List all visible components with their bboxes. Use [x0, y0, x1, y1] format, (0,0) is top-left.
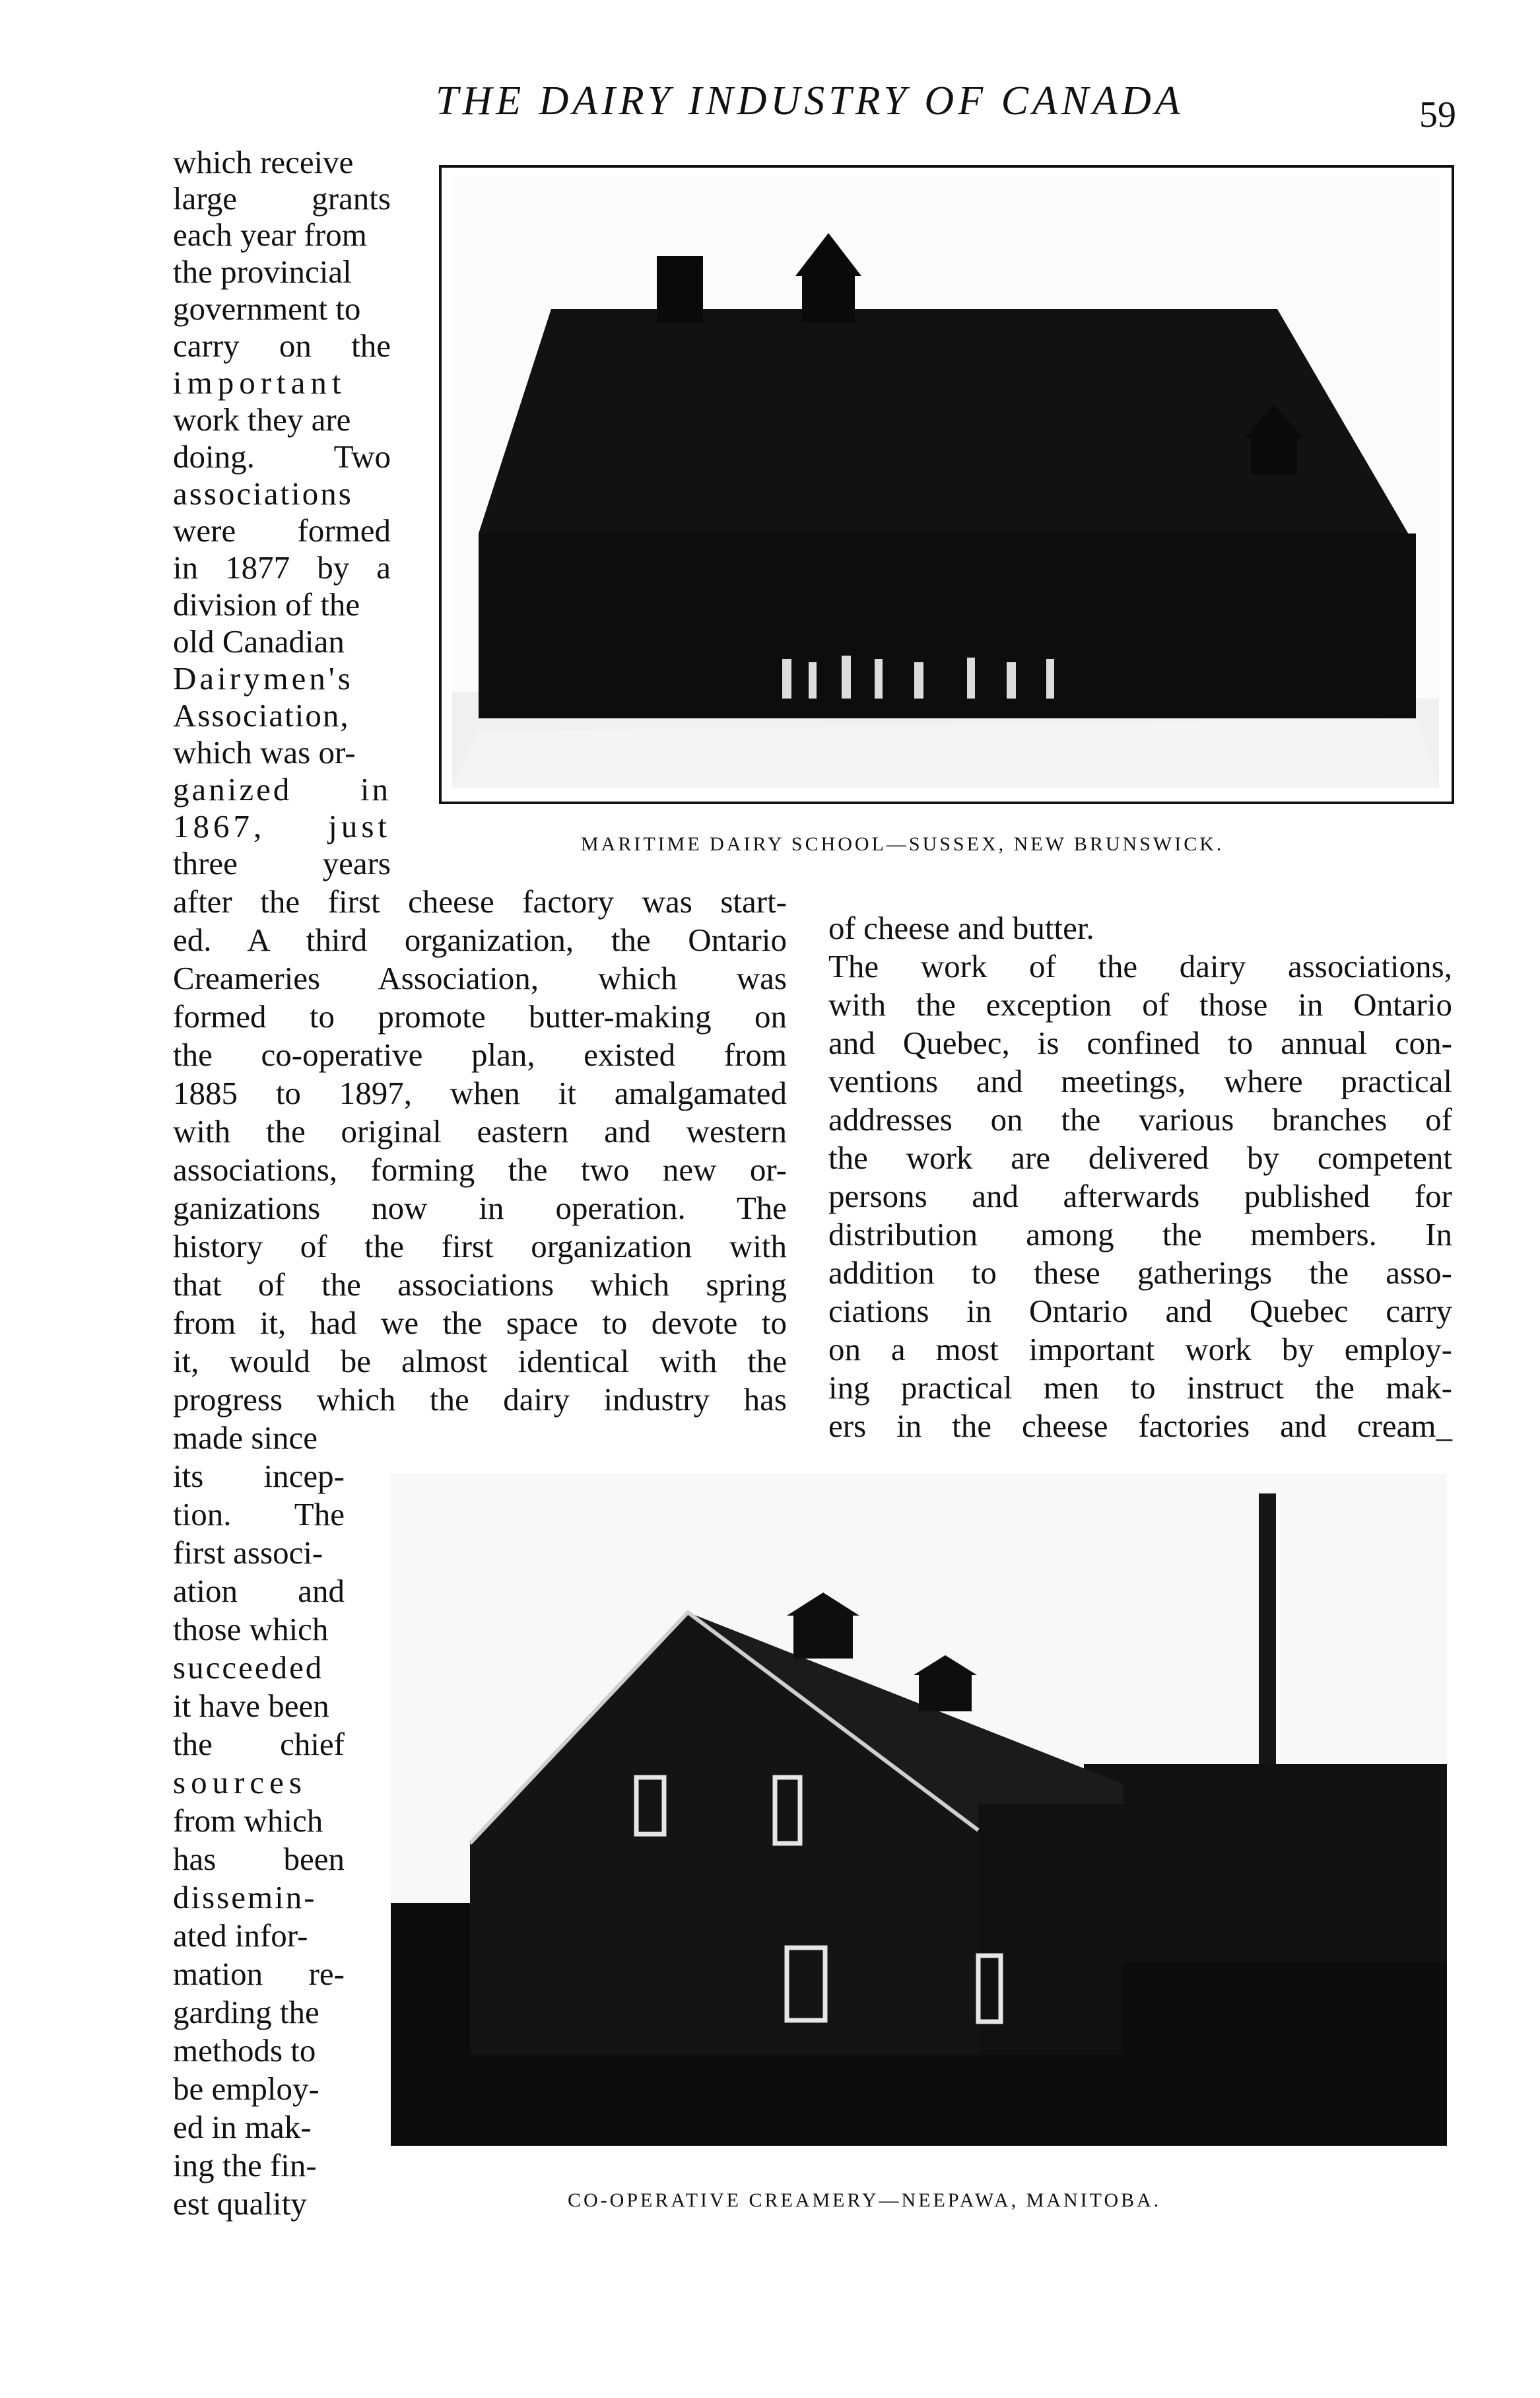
maritime-dairy-school-photo — [452, 177, 1439, 788]
text-line: garding the — [173, 1994, 319, 2030]
text-line: history of the first organization with — [173, 1228, 787, 1264]
text-line: associations — [173, 475, 353, 512]
top-photo-caption: MARITIME DAIRY SCHOOL—SUSSEX, NEW BRUNSWICK. — [581, 833, 1224, 855]
text-line: it, would be almost identical with the — [173, 1343, 787, 1379]
page-number: 59 — [1419, 94, 1456, 135]
text-line: work they are — [173, 401, 351, 438]
text-line: with the exception of those in Ontario — [828, 986, 1452, 1023]
text-line: ganized in — [173, 771, 391, 807]
text-line: dissemin- — [173, 1879, 317, 1915]
text-line: ventions and meetings, where practical — [828, 1063, 1452, 1099]
text-line: the work are delivered by competent — [828, 1140, 1452, 1176]
text-line: mation re- — [173, 1956, 345, 1992]
text-line: and Quebec, is confined to annual con- — [828, 1025, 1452, 1061]
bottom-photo-caption: CO-OPERATIVE CREAMERY—NEEPAWA, MANITOBA. — [568, 2189, 1162, 2211]
text-line: which receive — [173, 144, 354, 180]
text-line: Creameries Association, which was — [173, 960, 787, 996]
text-line: each year from — [173, 217, 367, 253]
page-header — [0, 78, 1540, 135]
text-line: ation and — [173, 1573, 345, 1609]
text-line: division of the — [173, 586, 360, 623]
text-line: addition to these gatherings the asso- — [828, 1254, 1452, 1291]
text-line: on a most important work by employ- — [828, 1331, 1452, 1367]
text-line: progress which the dairy industry has — [173, 1381, 787, 1418]
text-line: carry on the — [173, 327, 391, 364]
text-line: 1885 to 1897, when it amalgamated — [173, 1075, 787, 1111]
text-line: old Canadian — [173, 623, 345, 660]
text-line: ers in the cheese factories and cream_ — [828, 1408, 1452, 1444]
text-line: were formed — [173, 512, 391, 549]
text-line: ing practical men to instruct the mak- — [828, 1369, 1452, 1406]
text-line: 1867, just — [173, 808, 391, 844]
text-line: ed in mak- — [173, 2109, 312, 2145]
text-line: large grants — [173, 180, 391, 217]
text-line: the provincial — [173, 254, 352, 290]
text-line: has been — [173, 1841, 345, 1877]
text-line: three years — [173, 845, 391, 881]
text-line: Dairymen's — [173, 660, 354, 697]
creamery-building-image — [391, 1474, 1447, 2146]
text-line: The work of the dairy associations, — [828, 948, 1452, 984]
text-line: of cheese and butter. — [828, 910, 1094, 946]
text-line: ed. A third organization, the Ontario — [173, 922, 787, 958]
text-line: first associ- — [173, 1534, 323, 1571]
text-line: it have been — [173, 1688, 329, 1724]
text-line: ciations in Ontario and Quebec carry — [828, 1293, 1452, 1329]
text-line: the co-operative plan, existed from — [173, 1037, 787, 1073]
text-line: addresses on the various branches of — [828, 1101, 1452, 1138]
text-line: in 1877 by a — [173, 549, 391, 586]
text-line: methods to — [173, 2032, 316, 2069]
text-line: ganizations now in operation. The — [173, 1190, 787, 1226]
text-line: the chief — [173, 1726, 345, 1762]
text-line: with the original eastern and western — [173, 1113, 787, 1149]
text-line: its incep- — [173, 1458, 345, 1494]
text-line: from which — [173, 1802, 323, 1839]
text-line: from it, had we the space to devote to — [173, 1305, 787, 1341]
text-line: doing. Two — [173, 438, 391, 475]
text-line: that of the associations which spring — [173, 1266, 787, 1303]
text-line: ing the fin- — [173, 2147, 317, 2183]
text-line: be employ- — [173, 2071, 319, 2107]
text-line: distribution among the members. In — [828, 1216, 1452, 1252]
text-line: associations, forming the two new or- — [173, 1151, 787, 1188]
text-line: those which — [173, 1611, 329, 1647]
text-line: est quality — [173, 2185, 307, 2222]
text-line: succeeded — [173, 1649, 324, 1686]
text-line: tion. The — [173, 1496, 345, 1532]
cooperative-creamery-photo — [391, 1474, 1447, 2146]
text-line: important — [173, 364, 347, 401]
text-line: made since — [173, 1420, 318, 1456]
text-line: ated infor- — [173, 1917, 308, 1954]
school-building-image — [452, 177, 1439, 788]
text-line: government to — [173, 291, 361, 327]
running-title: THE DAIRY INDUSTRY OF CANADA — [436, 79, 1184, 123]
text-line: persons and afterwards published for — [828, 1178, 1452, 1214]
text-line: which was or- — [173, 734, 356, 771]
text-line: Association, — [173, 697, 350, 734]
text-line: sources — [173, 1764, 307, 1800]
text-line: formed to promote butter-making on — [173, 998, 787, 1035]
text-line: after the first cheese factory was start- — [173, 883, 787, 920]
